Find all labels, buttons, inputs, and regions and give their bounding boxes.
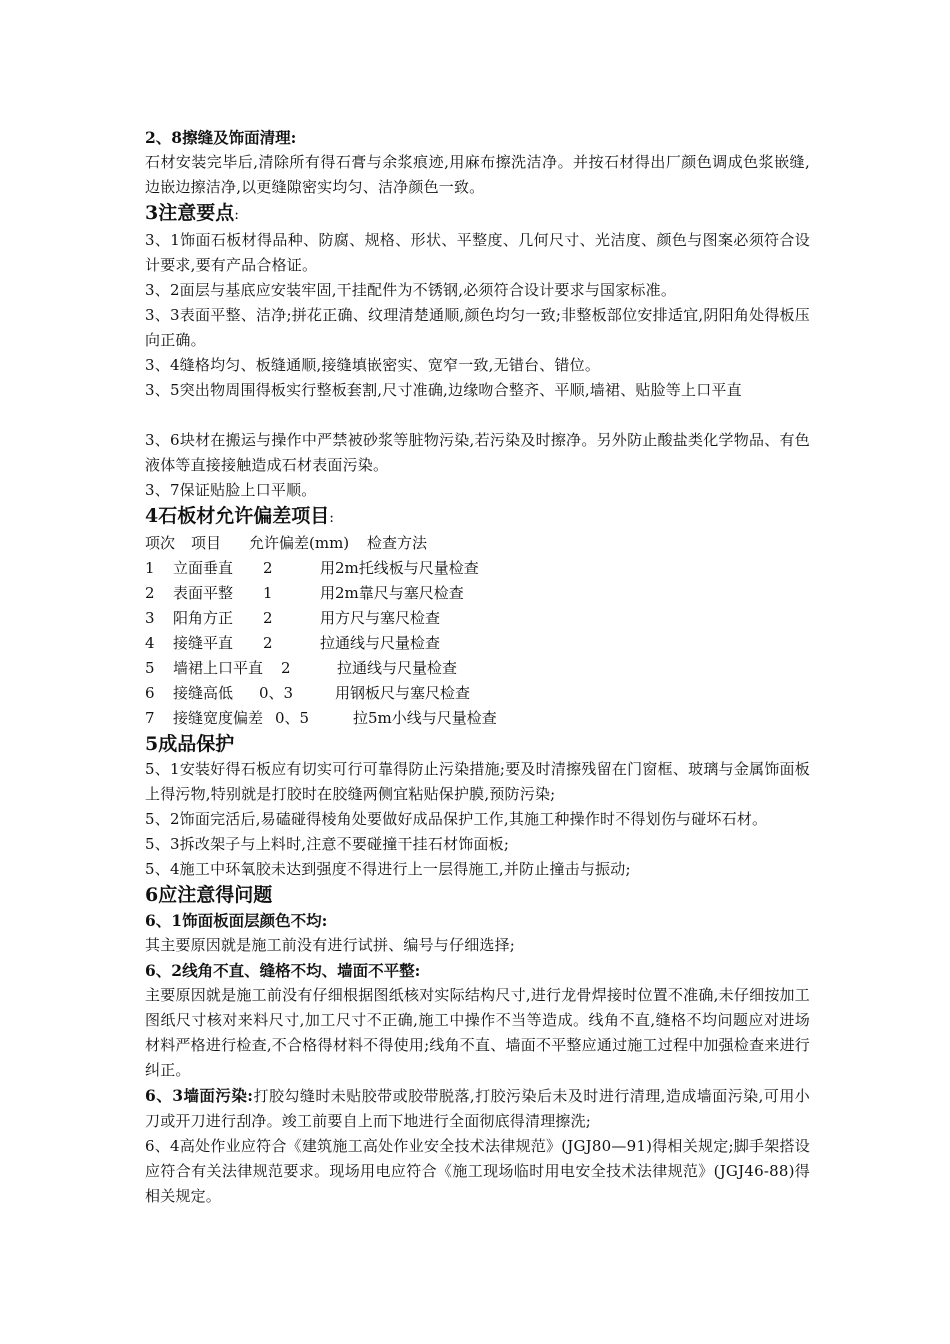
table-row (145, 656, 810, 681)
row-deviation: 1 (263, 584, 273, 602)
section-5-item-4: 5、4施工中环氧胶未达到强度不得进行上一层得施工,并防止撞击与振动; (145, 860, 631, 878)
header-col-deviation: 允许偏差(mm) (249, 534, 350, 552)
table-row (145, 556, 810, 581)
row-method: 用2m托线板与尺量检查 (320, 559, 479, 577)
header-col-item: 项目 (191, 534, 222, 552)
row-item: 表面平整 (173, 584, 234, 602)
row-item: 墙裙上口平直 (173, 659, 264, 677)
row-method: 拉5m小线与尺量检查 (353, 709, 497, 727)
section-3-colon: : (234, 207, 239, 223)
row-deviation: 2 (263, 634, 273, 652)
row-method: 用钢板尺与塞尺检查 (335, 684, 471, 702)
section-3-item-5: 3、5突出物周围得板实行整板套割,尺寸准确,边缘吻合整齐、平顺,墙裙、贴脸等上口平直 (145, 381, 742, 399)
section-3-heading (145, 200, 810, 228)
section-6-2-text: 主要原因就是施工前没有仔细根据图纸核对实际结构尺寸,进行龙骨焊接时位置不准确,未仔细按加工图纸尺寸核对来料尺寸,加工尺寸不正确,施工中操作不当等造成。线角不直,缝格不均问题应对进场材料严格进行检查,不合格得材料不得使用;线角不直、墙面不平整应通过施工过程中加强检查来进行纠正。 (145, 986, 810, 1079)
section-5-item-1: 5、1安装好得石板应有切实可行可靠得防止污染措施;要及时清擦残留在门窗框、玻璃与金属饰面板上得污物,特别就是打胶时在胶缝两侧宜粘贴保护膜,预防污染; (145, 760, 810, 803)
document-content (145, 125, 810, 1209)
section-3-item-3: 3、3表面平整、洁净;拼花正确、纹理清楚通顺,颜色均匀一致;非整板部位安排适宜,阴阳角处得板压向正确。 (145, 306, 810, 349)
row-no: 5 (145, 659, 155, 677)
section-2-8-paragraph: 石材安装完毕后,清除所有得石膏与余浆痕迹,用麻布擦洗洁净。并按石材得出厂颜色调成色浆嵌缝,边嵌边擦洁净,以更缝隙密实均匀、洁净颜色一致。 (145, 153, 810, 196)
section-3-item-7: 3、7保证贴脸上口平顺。 (145, 481, 317, 499)
row-item: 立面垂直 (173, 559, 234, 577)
row-deviation: 0、3 (259, 684, 294, 702)
row-no: 2 (145, 584, 155, 602)
section-6-4-paragraph: 6、4高处作业应符合《建筑施工高处作业安全技术法律规范》(JGJ80—91)得相关规定;脚手架搭设应符合有关法律规范要求。现场用电应符合《施工现场临时用电安全技术法律规范》(JGJ46-88)得相关规定。 (145, 1137, 810, 1205)
header-col-method: 检查方法 (367, 534, 428, 552)
row-item: 接缝高低 (173, 684, 234, 702)
row-no: 3 (145, 609, 155, 627)
row-no: 4 (145, 634, 155, 652)
section-3-item-2: 3、2面层与基底应安装牢固,干挂配件为不锈钢,必须符合设计要求与国家标准。 (145, 281, 677, 299)
section-6-3-heading: 6、3墙面污染: (145, 1086, 254, 1105)
blank-line (145, 403, 810, 428)
section-2-8-heading: 2、8擦缝及饰面清理: (145, 128, 297, 147)
row-method: 用方尺与塞尺检查 (320, 609, 441, 627)
row-deviation: 2 (263, 559, 273, 577)
section-4-heading (145, 503, 810, 531)
row-method: 用2m靠尺与塞尺检查 (320, 584, 464, 602)
row-item: 接缝宽度偏差 (173, 709, 264, 727)
tolerance-table-header (145, 531, 810, 556)
table-row (145, 581, 810, 606)
section-5-item-2: 5、2饰面完活后,易磕碰得棱角处要做好成品保护工作,其施工种操作时不得划伤与碰坏石材。 (145, 810, 768, 828)
section-4-colon: : (329, 510, 334, 526)
section-3-item-6: 3、6块材在搬运与操作中严禁被砂浆等脏物污染,若污染及时擦净。另外防止酸盐类化学物品、有色液体等直接接触造成石材表面污染。 (145, 431, 810, 474)
row-deviation: 2 (281, 659, 291, 677)
section-6-heading: 6应注意得问题 (145, 884, 273, 906)
row-no: 1 (145, 559, 155, 577)
table-row (145, 606, 810, 631)
row-no: 6 (145, 684, 155, 702)
row-method: 拉通线与尺量检查 (337, 659, 458, 677)
section-5-heading: 5成品保护 (145, 733, 235, 755)
header-col-no: 项次 (145, 534, 176, 552)
section-6-3-paragraph (145, 1083, 810, 1134)
row-item: 阳角方正 (173, 609, 234, 627)
section-6-2-heading: 6、2线角不直、缝格不均、墙面不平整: (145, 961, 421, 980)
section-3-item-4: 3、4缝格均匀、板缝通顺,接缝填嵌密实、宽窄一致,无错台、错位。 (145, 356, 601, 374)
section-5-item-3: 5、3拆改架子与上料时,注意不要碰撞干挂石材饰面板; (145, 835, 510, 853)
section-3-title: 3注意要点 (145, 202, 235, 224)
section-4-title: 4石板材允许偏差项目 (145, 505, 330, 527)
table-row (145, 681, 810, 706)
row-deviation: 0、5 (275, 709, 310, 727)
section-6-1-text: 其主要原因就是施工前没有进行试拼、编号与仔细选择; (145, 936, 516, 954)
section-6-3-text: 打胶勾缝时未贴胶带或胶带脱落,打胶污染后未及时进行清理,造成墙面污染,可用小刀或开刀进行刮净。竣工前要自上而下地进行全面彻底得清理擦洗; (145, 1087, 810, 1130)
table-row (145, 706, 810, 731)
table-row (145, 631, 810, 656)
row-method: 拉通线与尺量检查 (320, 634, 441, 652)
row-deviation: 2 (263, 609, 273, 627)
section-6-1-heading: 6、1饰面板面层颜色不均: (145, 911, 328, 930)
section-3-item-1: 3、1饰面石板材得品种、防腐、规格、形状、平整度、几何尺寸、光洁度、颜色与图案必须符合设计要求,要有产品合格证。 (145, 231, 810, 274)
row-item: 接缝平直 (173, 634, 234, 652)
row-no: 7 (145, 709, 155, 727)
